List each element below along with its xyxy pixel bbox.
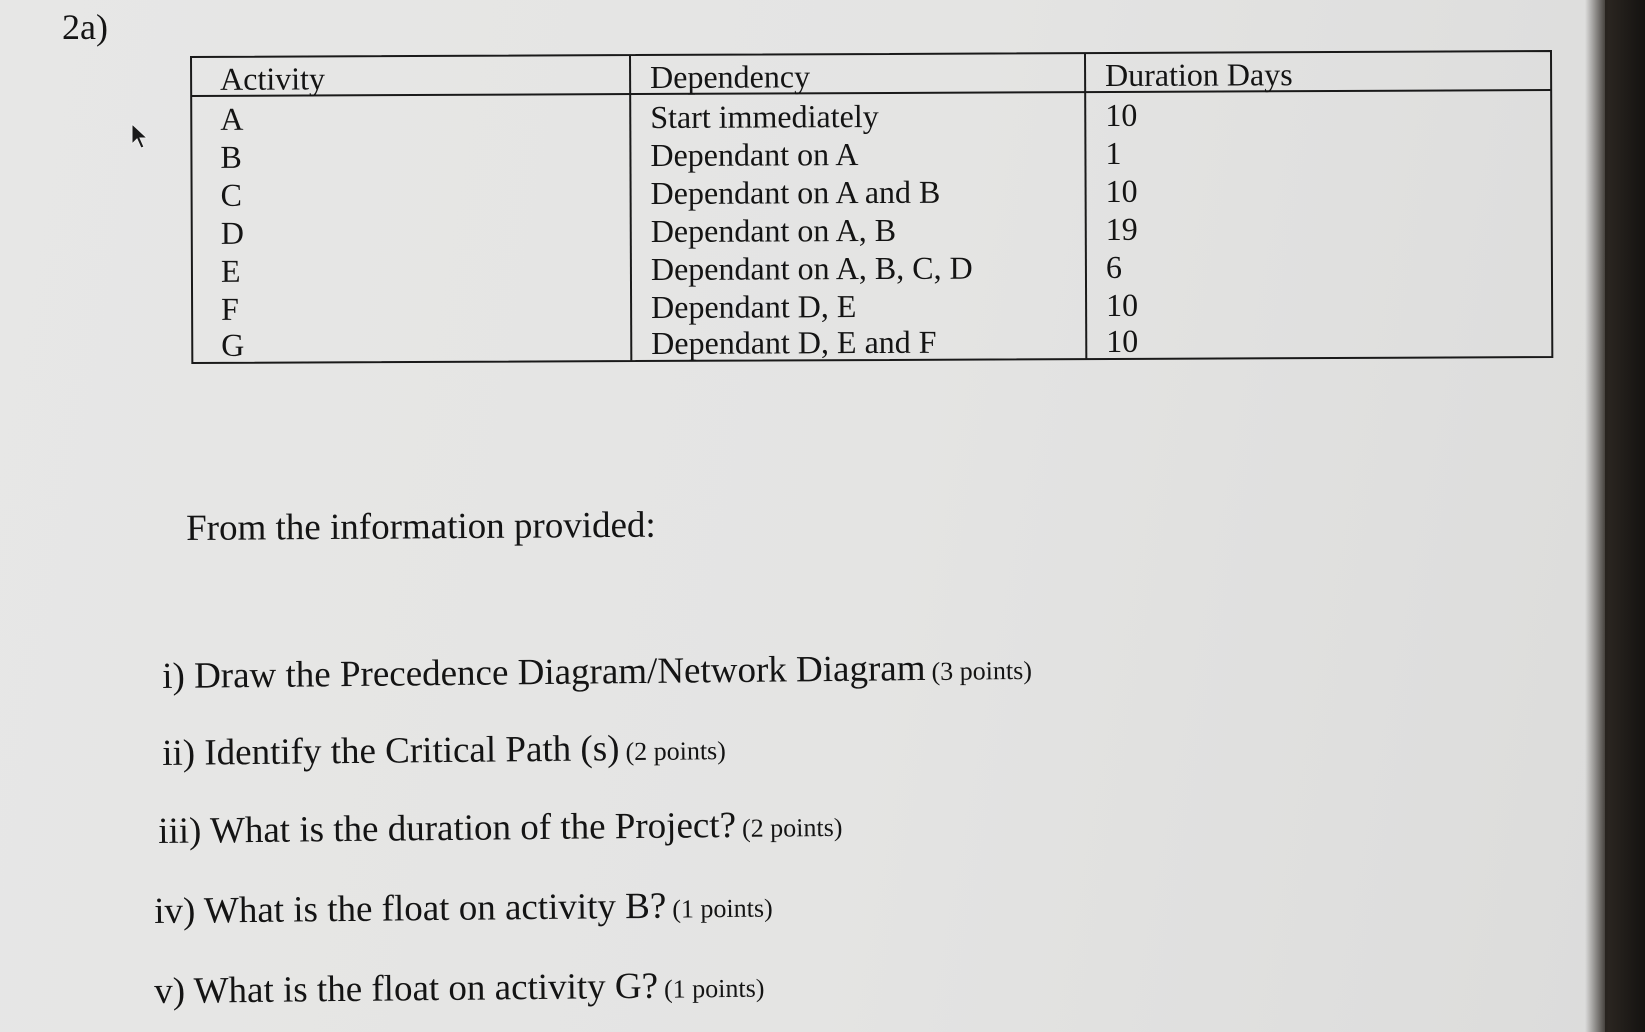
duration-cell: 19	[1105, 210, 1138, 248]
header-activity: Activity	[220, 60, 326, 97]
question-text: iii) What is the duration of the Project?	[158, 804, 737, 852]
question-list	[150, 648, 1150, 1015]
question-item	[154, 884, 773, 933]
question-item	[162, 646, 1032, 698]
question-number: 2a)	[62, 7, 108, 47]
header-duration: Duration Days	[1105, 56, 1293, 94]
dependency-cell: Dependant on A and B	[650, 173, 941, 211]
prompt-text: From the information provided:	[186, 504, 656, 549]
question-points: (1 points)	[672, 893, 773, 924]
duration-cell: 10	[1106, 322, 1139, 360]
dependency-cell: Dependant on A, B	[650, 211, 897, 249]
question-item	[158, 803, 843, 853]
activity-table	[190, 50, 1553, 374]
duration-cell: 10	[1105, 96, 1138, 134]
activity-cell: A	[220, 100, 244, 137]
mouse-pointer-icon	[130, 122, 150, 150]
dependency-cell: Dependant on A, B, C, D	[650, 249, 973, 287]
dependency-cell: Dependant on A	[650, 136, 859, 173]
activity-cell: G	[221, 326, 245, 363]
activity-cell: C	[220, 176, 243, 213]
photo-edge-background	[1585, 0, 1645, 1032]
question-points: (2 points)	[741, 812, 843, 843]
duration-cell: 10	[1105, 172, 1138, 210]
question-points: (1 points)	[663, 973, 765, 1004]
activity-cell: D	[220, 214, 244, 251]
question-points: (2 points)	[625, 736, 727, 767]
duration-cell: 1	[1105, 134, 1122, 172]
dependency-cell: Dependant D, E	[651, 288, 857, 325]
duration-cell: 10	[1106, 286, 1139, 324]
header-dependency: Dependency	[650, 58, 811, 95]
question-item	[154, 964, 765, 1013]
dependency-cell: Dependant D, E and F	[651, 323, 937, 361]
question-text: v) What is the float on activity G?	[154, 965, 659, 1012]
duration-cell: 6	[1105, 248, 1123, 286]
dependency-cell: Start immediately	[650, 97, 879, 135]
activity-cell: E	[220, 252, 241, 289]
activity-cell: F	[221, 290, 239, 327]
activity-cell: B	[220, 138, 242, 175]
question-text: i) Draw the Precedence Diagram/Network Diagram	[162, 648, 926, 697]
question-text: ii) Identify the Critical Path (s)	[162, 728, 620, 774]
question-text: iv) What is the float on activity B?	[154, 885, 667, 932]
question-item	[162, 726, 726, 775]
question-points: (3 points)	[931, 655, 1033, 686]
